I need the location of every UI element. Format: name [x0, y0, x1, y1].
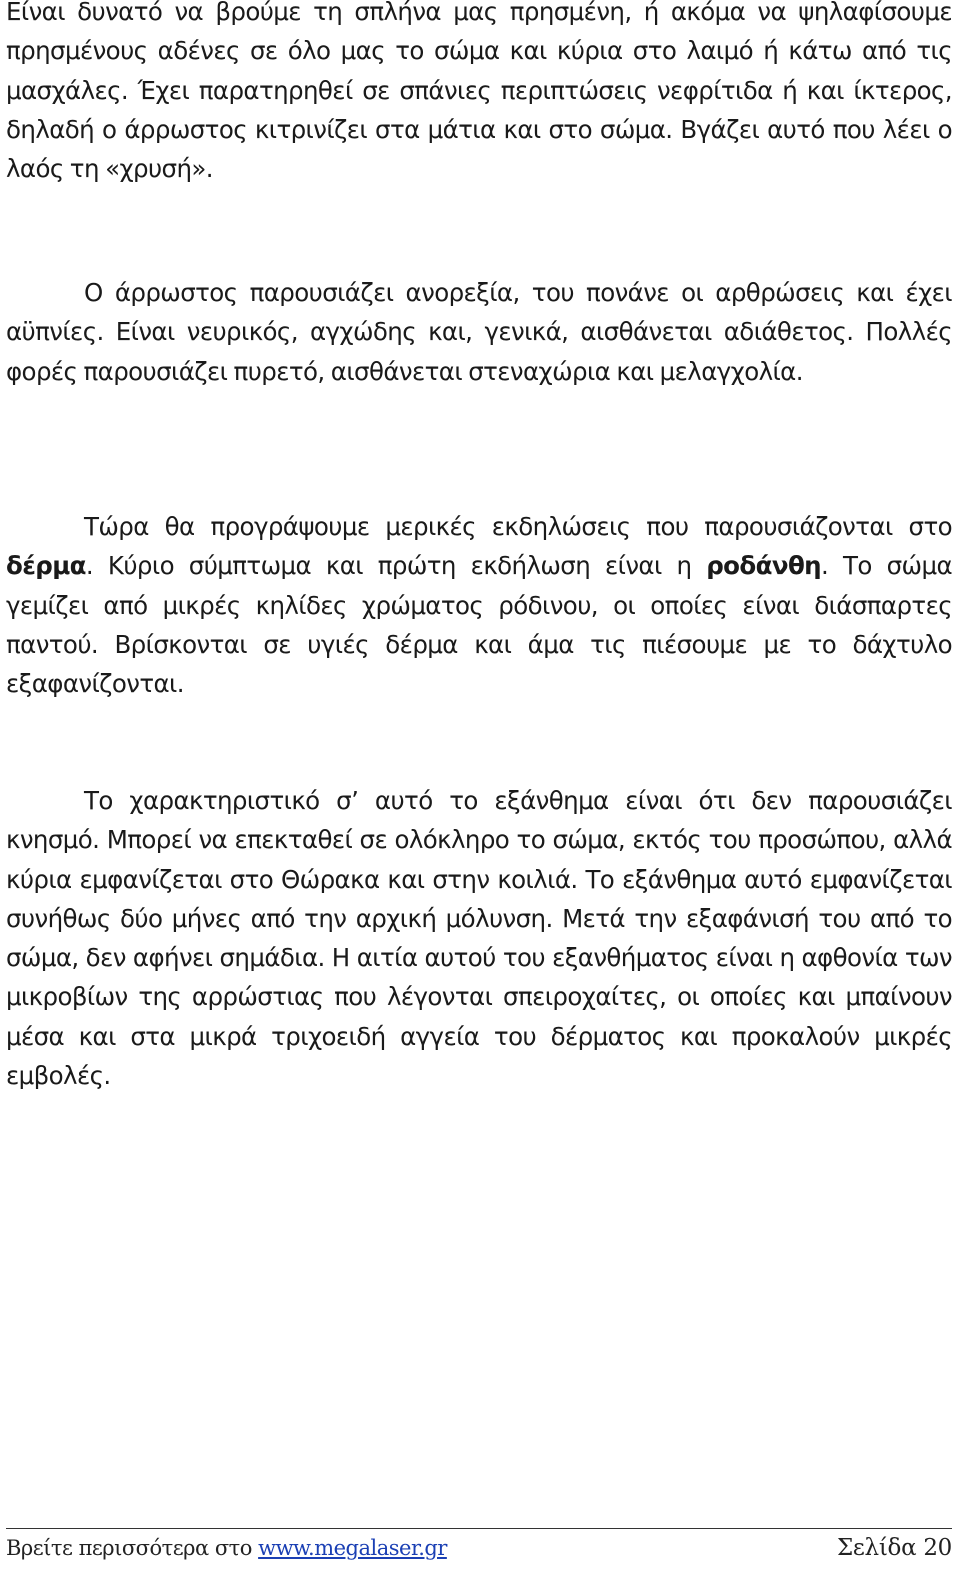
paragraph-3-text-part1: Τώρα θα προγράψουμε μερικές εκδηλώσεις που παρουσιάζονται στο	[84, 512, 952, 541]
footer-source	[6, 1533, 447, 1563]
paragraph-4	[6, 781, 952, 1095]
paragraph-1-text: Είναι δυνατό να βρούμε τη σπλήνα μας πρησμένη, ή ακόμα να ψηλαφίσουμε πρησμένους αδένες σε όλο μας το σώμα και κύρια στο λαιμό ή κάτω από τις μασχάλες. Έχει παρατηρηθεί σε σπάνιες περιπτώσεις νεφρίτιδα ή και ίκτερος, δηλαδή ο άρρωστος κιτρινίζει στα μάτια και στο σώμα. Βγάζει αυτό που λέει ο λαός τη «χρυσή».	[6, 0, 952, 184]
paragraph-3-text-part2: . Κύριο σύμπτωμα και πρώτη εκδήλωση είναι η	[85, 551, 707, 581]
paragraph-1	[6, 0, 952, 188]
page-number: Σελίδα 20	[836, 1535, 952, 1561]
paragraph-3	[6, 507, 952, 703]
paragraph-2	[6, 273, 952, 391]
footer-prefix: Βρείτε περισσότερα στο	[6, 1536, 259, 1560]
bold-term-roseola: ροδάνθη	[706, 551, 822, 581]
paragraph-2-text: Ο άρρωστος παρουσιάζει ανορεξία, του πονάνε οι αρθρώσεις και έχει αϋπνίες. Είναι νευρικός, αγχώδης και, γενικά, αισθάνεται αδιάθετος. Πολλές φορές παρουσιάζει πυρετό, αισθάνεται στεναχώρια και μελαγχολία.	[6, 278, 952, 386]
footer-divider	[6, 1528, 952, 1529]
page-footer	[6, 1533, 952, 1565]
paragraph-4-text: Το χαρακτηριστικό σ’ αυτό το εξάνθημα είναι ότι δεν παρουσιάζει κνησμό. Μπορεί να επεκταθεί σε ολόκληρο το σώμα, εκτός του προσώπου, αλλά κύρια εμφανίζεται στο Θώρακα και στην κοιλιά. Το εξάνθημα αυτό εμφανίζεται συνήθως δύο μήνες από την αρχική μόλυνση. Μετά την εξαφάνισή του από το σώμα, δεν αφήνει σημάδια. Η αιτία αυτού του εξανθήματος είναι η αφθονία των μικροβίων της αρρώστιας που λέγονται σπειροχαίτες, οι οποίες και μπαίνουν μέσα και στα μικρά τριχοειδή αγγεία του δέρματος και προκαλούν μικρές εμβολές.	[6, 786, 952, 1091]
paragraph-3-text-part3: . Το σώμα γεμίζει από μικρές κηλίδες χρώματος ρόδινου, οι οποίες είναι διάσπαρτες παντού. Βρίσκονται σε υγιές δέρμα και άμα τις πιέσουμε με το δάχτυλο εξαφανίζονται.	[6, 551, 952, 699]
footer-website-link[interactable]: www.megalaser.gr	[258, 1536, 447, 1560]
bold-term-skin: δέρμα	[6, 551, 86, 581]
